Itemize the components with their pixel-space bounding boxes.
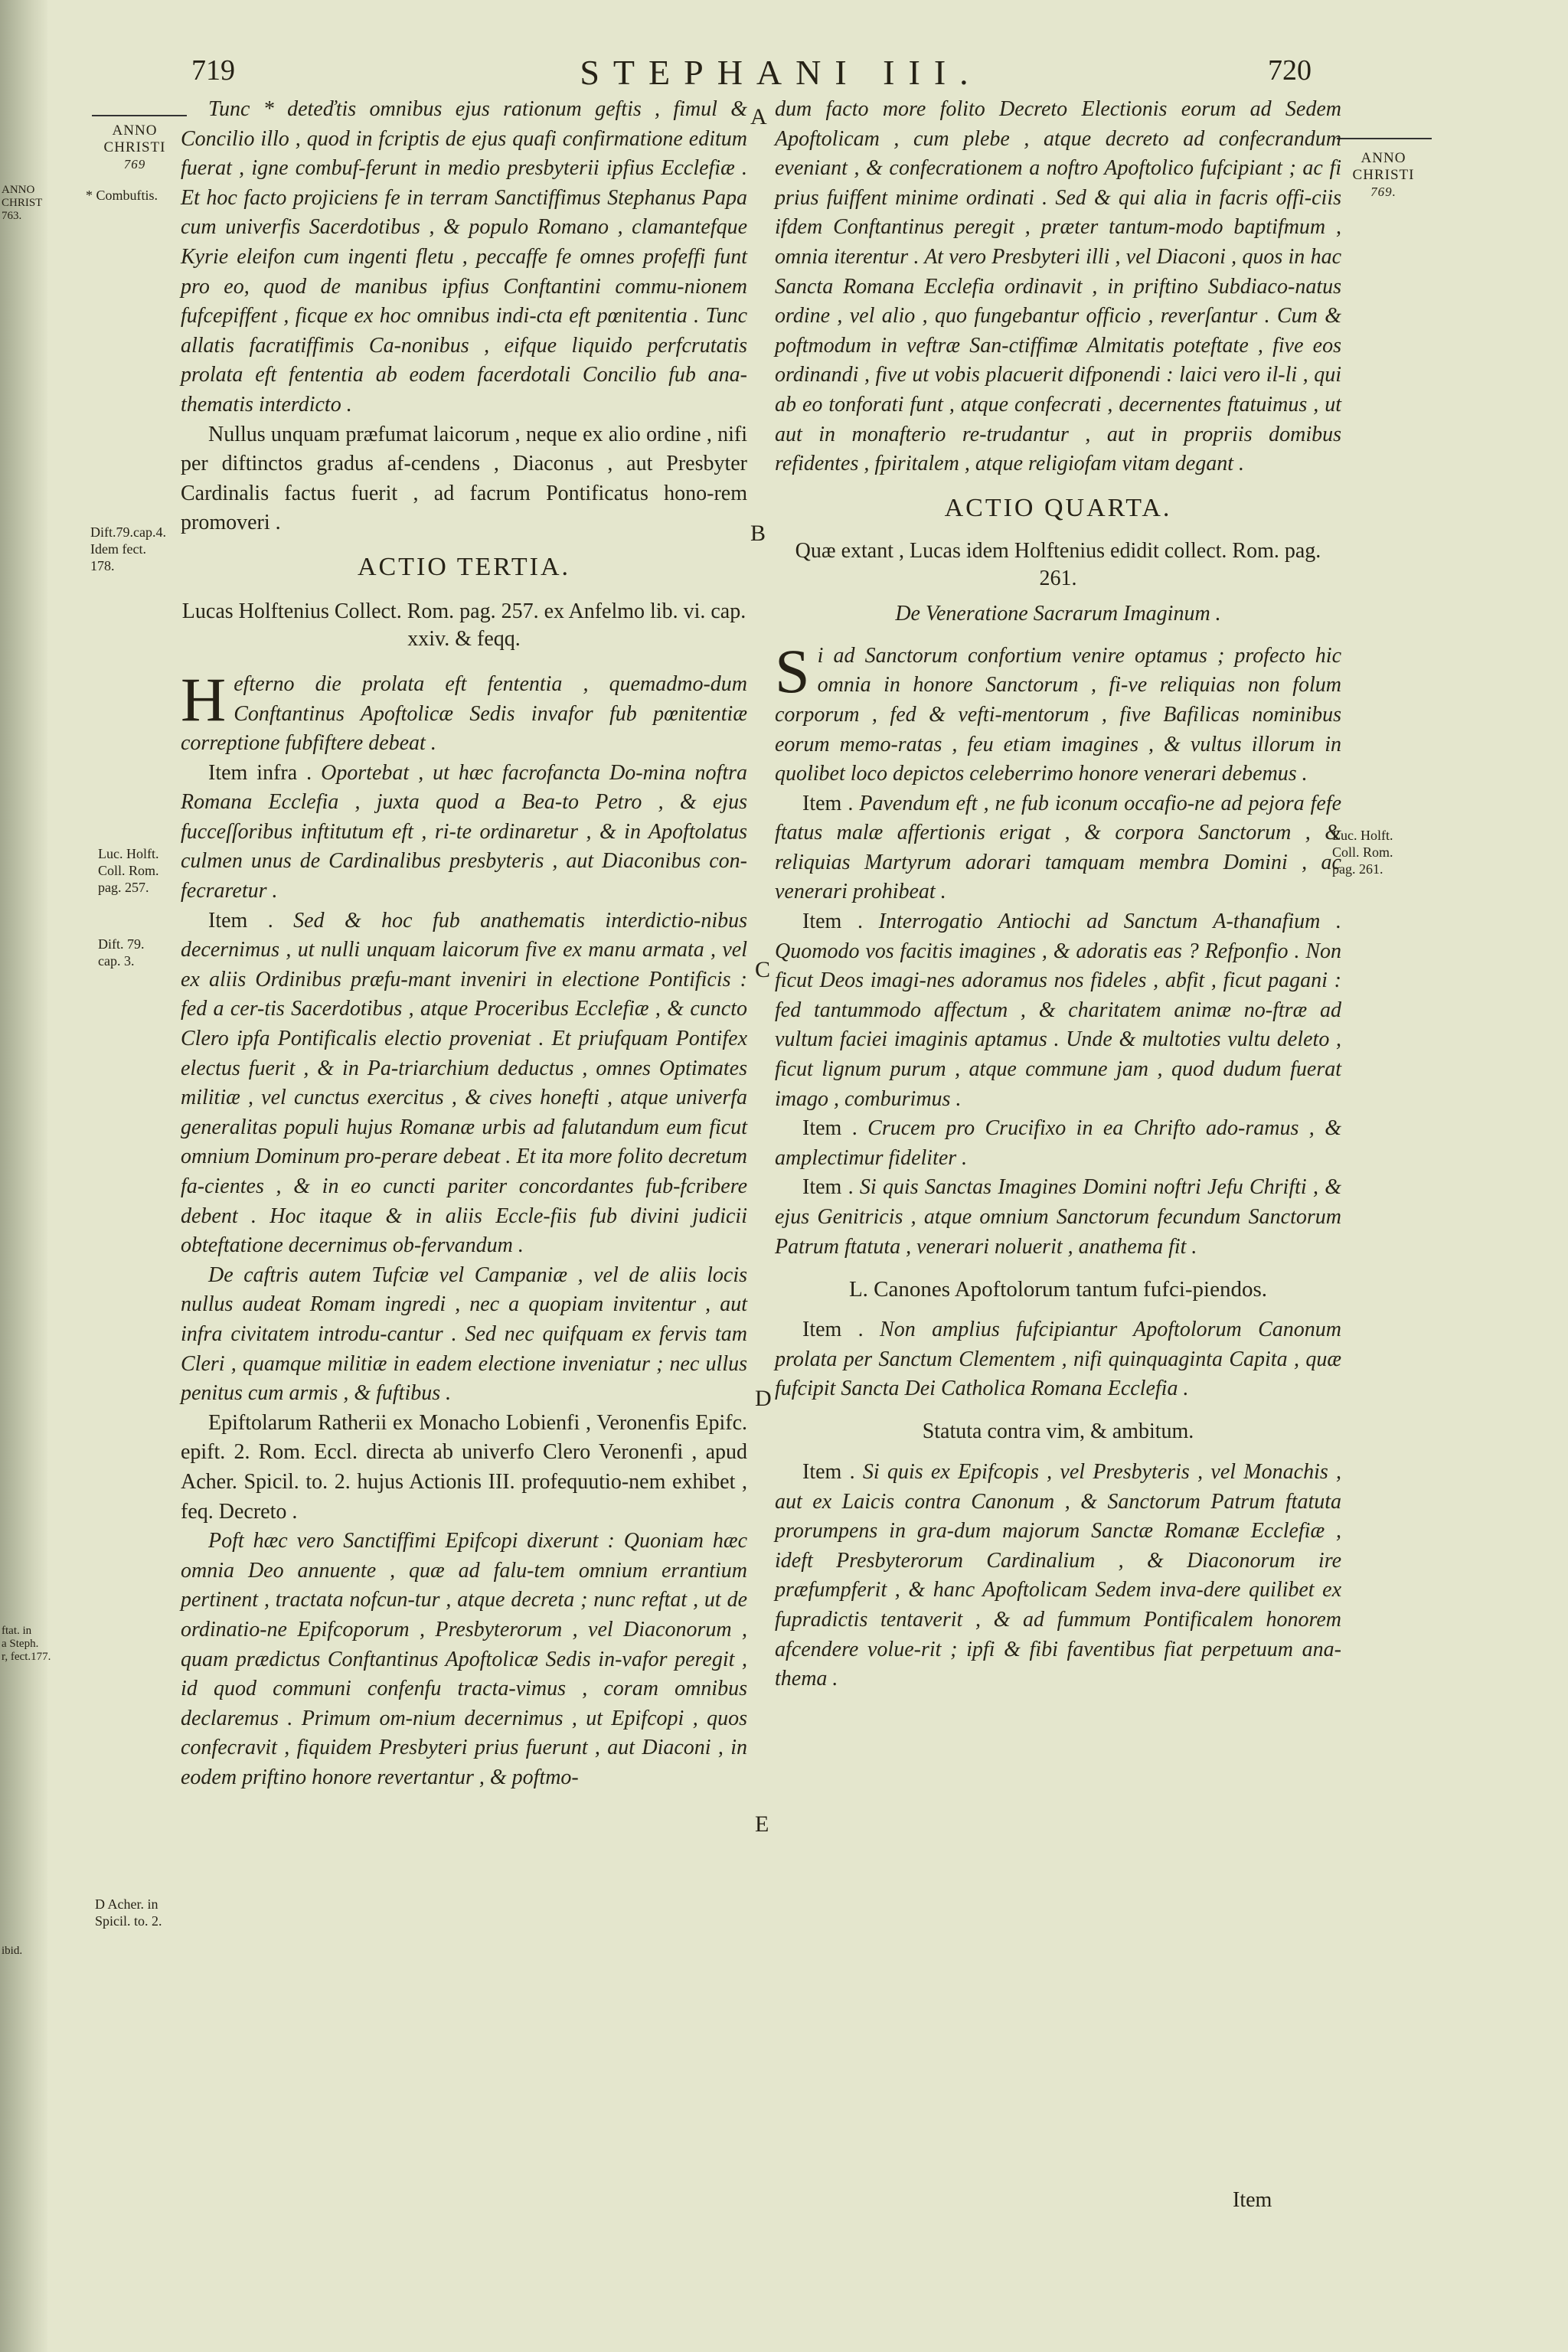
margin-note-line: 178. [90, 558, 115, 573]
left-page-number: 719 [191, 54, 235, 87]
item-lead: Item . [802, 1459, 855, 1484]
item-lead: Item infra . [208, 760, 312, 785]
item-lead: Item . [802, 1175, 854, 1200]
edge-mark-ibid: ibid. [2, 1945, 23, 1957]
margin-note-line: Luc. Holft. [1332, 828, 1393, 843]
anno-word: CHRISTI [1352, 167, 1415, 183]
paragraph: De caftris autem Tufciæ vel Campaniæ , vel de aliis locis nullus audeat Romam ingredi , nec a quopiam invitentur , aut infra civitatem introdu-cantur . Sed nec quifquam ex fervis tam Cleri , quamque militiæ in eadem electione inveniatur ; nec ullus penitus cum armis , & fuftibus . [181, 1263, 747, 1406]
paragraph-text: Si quis ex Epifcopis , vel Presbyteris , vel Monachis , aut ex Laicis contra Canonum , & Sanctorum Patrum ftatuta prorumpens in gra-dum majorum Sanctæ Romanæ Ecclefiæ , ideft Presbyterorum Cardinalium , & Diaconorum ire præfumpferit , & hanc Apoftolicam Sedem inva-dere quilibet ex fupradictis tentaverit , & ad fummum Pontificalem honorem afcendere volue-rit ; ipfi & fibi faventibus fiat perpetuum ana-thema . [775, 1459, 1342, 1691]
paragraph [775, 907, 1341, 1114]
margin-note-line: Dift. 79. [98, 936, 145, 952]
margin-note-combustis: * Combuftis. [86, 188, 158, 203]
anno-left [89, 122, 181, 173]
paragraph [181, 759, 747, 906]
paragraph-text: Si quis Sanctas Imagines Domini noftri Jefu Chrifti , & ejus Genitricis , atque omnium Sanctorum fecundum Sanctorum Patrum ftatuta , venerari noluerit , anathema fit . [775, 1175, 1342, 1259]
paragraph: Hefterno die prolata eft fententia , quemadmo-dum Conftantinus Apoftolicæ Sedis invafor fub pœnitentiæ correptione fubfiftere debeat . [181, 664, 747, 756]
paragraph-text: Non amplius fufcipiantur Apoftolorum Canonum prolata per Sanctum Clementem , nifi quinquaginta Capita , quæ fufcipit Sancta Dei Catholica Romana Ecclefia . [775, 1318, 1341, 1401]
margin-note-line: D Acher. in [95, 1896, 158, 1912]
paragraph [775, 1315, 1341, 1404]
right-column [775, 95, 1341, 1694]
margin-note-luc-holst-left [98, 845, 159, 896]
paragraph-text: Sed & hoc fub anathematis interdictio-nibus decernimus , ut nulli unquam laicorum five ex manu armata , vel ex aliis Ordinibus præfu-mant inveniri in electione Pontificis : fed a cer-tis Sacerdotibus , atque Proceribus Ecclefiæ , & cuncto Clero ipfa Pontificalis electio proveniat . Et priufquam Pontifex electus fuerit , & in Pa-triarchium deductus , omnes Optimates militiæ , vel cunctus exercitus , & cives honefti , atque univerfa generalitas populi hujus Romanæ urbis ad falutandum eum ficut omnium Dominum pro-perare debeat . Et ita more folito decretum fa-cientes , & in eo cuncti pariter concordantes fub-fcribere debent . Hoc itaque & in aliis Eccle-fiis fub divini judicii obteftatione decernimus ob-fervandum . [181, 908, 748, 1258]
section-heading-actio-tertia: ACTIO TERTIA. [357, 552, 571, 581]
right-page-number: 720 [1268, 54, 1312, 87]
margin-note-line: Idem fect. [90, 541, 146, 557]
anno-word: CHRISTI [103, 139, 166, 155]
margin-note-dist-79 [98, 936, 145, 969]
edge-mark-line: ANNO [2, 184, 35, 196]
margin-note-dist-76 [90, 524, 166, 574]
item-lead: Item . [208, 908, 273, 933]
paragraph: Poft hæc vero Sanctiffimi Epifcopi dixerunt : Quoniam hæc omnia Deo annuente , quæ ad falu-tem omnium errantium pertinent , tractata nofcun-tur , atque decreta ; nunc reftat , ut de ordinatio-ne Epifcoporum , Presbyterorum , vel Diaconorum , quam prædictus Conftantinus Apoftolicæ Sedis in-vafor peregit , id quod communi confenfu tracta-vimus , coram omnibus declaremus . Primum om-nium decernimus , ut Epifcopi , quos confecravit , fiquidem Presbyteri prius fuerunt , aut Diaconi , in eodem priftino honore revertantur , & poftmo- [181, 1529, 747, 1789]
paragraph [181, 906, 747, 1261]
source-note: Quæ extant , Lucas idem Holftenius edidit collect. Rom. pag. 261. [795, 538, 1321, 590]
paragraph: Tunc * deteďtis omnibus ejus rationum geftis , fimul & Concilio illo , quod in fcriptis de ejus quafi confirmatione editum fuerat , igne combuf-ferunt in medio presbyterii ipfius Ecclefiæ . Et hoc facto projiciens fe in terram Sanctiffimus Stephanus Papa cum univerfis Sacerdotibus , & populo Romano , clamantefque Kyrie eleifon cum ingenti fletu , peccaffe fe omnes profeffi funt pro eo, quod de manibus ipfius Conftantini commu-nionem fufcepiffent , ficque ex hoc omnibus indi-cta eft pœnitentia . Tunc allatis facratiffimis Ca-nonibus , eifque liquido perfcrutatis prolata eft fententia ab eodem facerdotali Concilio fub ana-thematis interdicto . [181, 97, 747, 416]
catchword: Item [1233, 2188, 1272, 2212]
edge-mark-anno [2, 184, 42, 223]
margin-note-line: Dift.79.cap.4. [90, 524, 166, 540]
section-heading-statuta: Statuta contra vim, & ambitum. [922, 1419, 1194, 1443]
section-heading-actio-quarta: ACTIO QUARTA. [944, 493, 1172, 522]
source-note: Lucas Holftenius Collect. Rom. pag. 257. ex Anfelmo lib. vi. cap. xxiv. & feqq. [181, 599, 746, 651]
margin-note-line: Coll. Rom. [1332, 844, 1393, 860]
paragraph-text: Pavendum eft , ne fub iconum occafio-ne ad pejora fefe ftatus malæ affertionis erigat , & corpora Sanctorum , & reliquias Martyrum adorari tamquam membra Domini , ac venerari prohibeat . [775, 791, 1342, 904]
item-lead: Item . [802, 910, 863, 934]
paragraph [775, 789, 1341, 907]
paragraph [775, 1173, 1341, 1262]
paragraph: Epiftolarum Ratherii ex Monacho Lobienfi , Veronenfis Epifc. epift. 2. Rom. Eccl. directa ab univerfo Clero Veronenfi , apud Acher. Spicil. to. 2. hujus Actionis III. profequutio-nem exhibet , feq. Decreto . [181, 1410, 747, 1524]
section-letter-c: C [755, 957, 771, 982]
anno-year: 769. [1370, 185, 1396, 199]
margin-note-line: Spicil. to. 2. [95, 1913, 162, 1929]
section-heading-canones: L. Canones Apoftolorum tantum fufci-piendos. [848, 1277, 1268, 1302]
section-letter-e: E [755, 1811, 769, 1837]
paragraph [775, 1458, 1341, 1694]
anno-year: 769 [123, 157, 146, 172]
section-letter-a: A [750, 104, 767, 129]
margin-note-line: pag. 257. [98, 880, 149, 895]
item-lead: Item . [802, 1318, 864, 1342]
section-subtitle: De Veneratione Sacrarum Imaginum . [895, 601, 1221, 626]
margin-note-line: Coll. Rom. [98, 863, 159, 878]
left-column [181, 95, 747, 1792]
book-gutter [0, 0, 47, 2352]
paragraph-text: Interrogatio Antiochi ad Sanctum A-thanafium . Quomodo vos facitis imagines , & adoratis eas ? Refponfio . Non ficut Deos imagi-nes adoramus nos fideles , abfit , ficut pagani : fed tantummodo affectum , & charitatem animæ no-ftræ ad vultum faciei imaginis aptamus . Unde & multoties vultu deleto , ficut lignum purum , atque commune jam , quod dudum fuerat imago , comburimus . [775, 910, 1341, 1111]
paragraph [775, 1114, 1341, 1173]
paragraph: dum facto more folito Decreto Electionis eorum ad Sedem Apoftolicam , cum plebe , atque decreto ad confecrandum eveniant , & confecrationem a noftro Apoftolico fufcipiant ; ac fi prius fuiffent minime ordinati . Sed & qui alia in facris offi-ciis ifdem Conftantinus peregit , præter tantum-modo baptifmum , omnia iterentur . At vero Presbyteri illi , vel Diaconi , quos in hac Sancta Romana Ecclefia ordinavit , in priftino Subdiaco-natus ordine , vel alio , quo fungebantur officio , reverſantur . Cum & poftmodum in veftræ San-ctiffimæ Almitatis poteftate , five eos ordinandi , five ut vobis placuerit difponendi : laici vero il-li , qui ab eo tonforati funt , atque confecrati , decernentes ftatuimus , ut aut in monafterio re-trudantur , aut in propriis domibus refidentes , fpiritalem , atque religiofam vitam degant . [775, 97, 1341, 476]
anno-word: ANNO [112, 122, 158, 139]
margin-note-line: cap. 3. [98, 953, 135, 969]
anno-left-rule [92, 115, 187, 116]
edge-mark-line: CHRIST [2, 197, 43, 209]
edge-mark-line: r, fect.177. [2, 1651, 51, 1663]
anno-right-rule [1337, 138, 1432, 139]
item-lead: Item . [802, 791, 854, 815]
item-lead: Item . [802, 1116, 858, 1141]
paragraph-text: Crucem pro Crucifixo in ea Chrifto ado-ramus , & amplectimur fideliter . [775, 1116, 1341, 1170]
paragraph: Si ad Sanctorum confortium venire optamus ; profecto hic omnia in honore Sanctorum , fi-ve reliquias non folum corporum , fed & vefti-mentorum , five Bafilicas nominibus eorum memo-ratas , feu etiam imagines , & vultus illorum in quolibet loco depictos celeberrimo honore venerari debemus . [775, 635, 1341, 786]
margin-note-line: pag. 261. [1332, 861, 1383, 877]
running-head: STEPHANI III. [580, 53, 982, 92]
margin-note-line: Luc. Holft. [98, 846, 159, 861]
paragraph: Nullus unquam præfumat laicorum , neque ex alio ordine , nifi per diftinctos gradus af-cendens , Diaconus , aut Presbyter Cardinalis factus fuerit , ad facrum Pontificatus hono-rem promoveri . [181, 422, 747, 535]
edge-mark-line: 763. [2, 210, 22, 222]
section-letter-b: B [750, 521, 766, 546]
edge-mark-line: a Steph. [2, 1638, 39, 1650]
edge-mark-reference [2, 1625, 51, 1664]
anno-right [1332, 150, 1435, 201]
paragraph-text: Oportebat , ut hæc facrofancta Do-mina noftra Romana Ecclefia , juxta quod a Bea-to Petro , & ejus fucceſſoribus inftitutum eft , ri-te ordinaretur , & in Apoftolatus culmen unus de Cardinalibus presbyteris , aut Diaconibus con-fecraretur . [181, 760, 748, 903]
section-letter-d: D [755, 1386, 772, 1411]
edge-mark-line: ftat. in [2, 1625, 32, 1637]
margin-note-acher [95, 1896, 162, 1929]
anno-word: ANNO [1361, 150, 1406, 166]
